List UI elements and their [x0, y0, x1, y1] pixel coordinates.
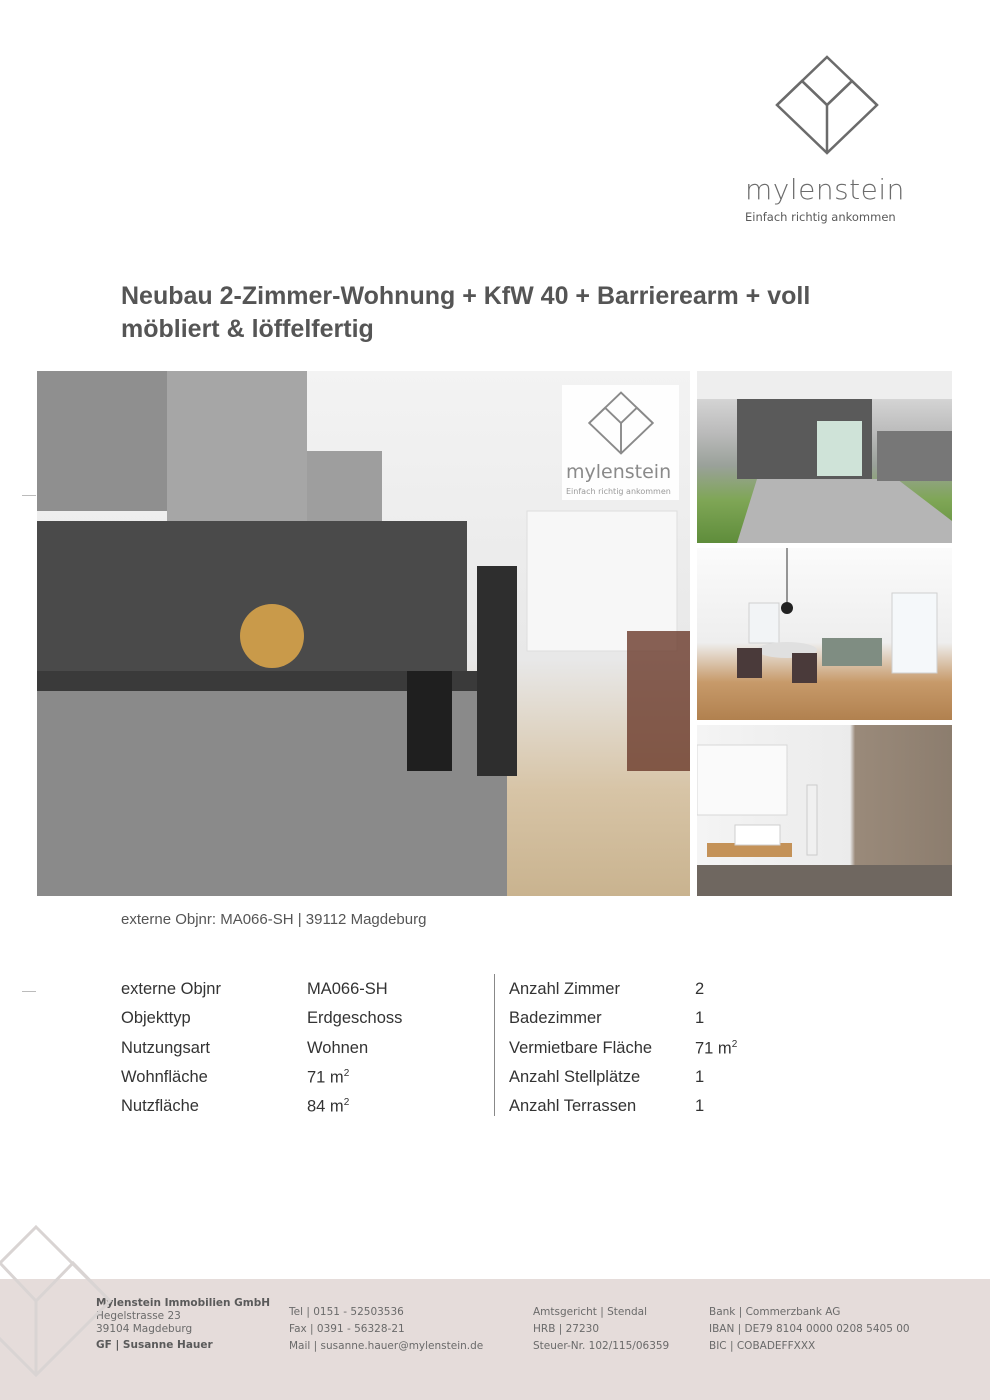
detail-value: 1	[695, 1009, 705, 1027]
detail-value: 2	[695, 980, 705, 998]
listing-title: Neubau 2-Zimmer-Wohnung + KfW 40 + Barrierearm + voll möbliert & löffelfertig	[121, 282, 811, 343]
detail-value	[695, 1039, 737, 1059]
detail-value: 1	[695, 1068, 705, 1086]
detail-value	[307, 1068, 349, 1088]
detail-label: Badezimmer	[509, 1009, 602, 1027]
detail-value: Erdgeschoss	[307, 1009, 403, 1027]
page-footer	[0, 1279, 990, 1400]
detail-value	[307, 1097, 349, 1117]
diamond-logo-icon	[775, 55, 879, 155]
detail-label: Wohnfläche	[121, 1068, 208, 1086]
unit-superscript: 2	[343, 1097, 350, 1108]
detail-value: Wohnen	[307, 1039, 369, 1057]
detail-label: Vermietbare Fläche	[509, 1039, 653, 1057]
detail-value: MA066-SH	[307, 980, 388, 998]
logo-brand: mylenstein	[745, 173, 905, 206]
footer-tax: Steuer-Nr. 102/115/06359	[533, 1340, 670, 1352]
detail-value-text: 71 m	[695, 1039, 732, 1058]
footer-bank: Bank | Commerzbank AG	[709, 1306, 841, 1318]
bathroom-photo	[697, 725, 952, 896]
living-room-photo	[697, 548, 952, 720]
watermark-brand: mylenstein	[566, 461, 672, 483]
footer-company: Mylenstein Immobilien GmbH	[96, 1297, 271, 1309]
unit-superscript: 2	[343, 1068, 350, 1079]
detail-value: 1	[695, 1097, 705, 1115]
detail-label: Objekttyp	[121, 1009, 191, 1027]
detail-label: Nutzfläche	[121, 1097, 199, 1115]
detail-label: Anzahl Zimmer	[509, 980, 620, 998]
footer-diamond-icon	[0, 1225, 120, 1385]
footer-fax: Fax | 0391 - 56328-21	[289, 1323, 405, 1335]
footer-gf: GF | Susanne Hauer	[96, 1339, 213, 1351]
column-divider	[494, 974, 495, 1116]
unit-superscript: 2	[731, 1039, 738, 1050]
logo-tagline: Einfach richtig ankommen	[745, 210, 896, 224]
watermark-logo	[562, 385, 679, 500]
footer-city: 39104 Magdeburg	[96, 1323, 193, 1335]
diamond-watermark-icon	[588, 391, 654, 455]
detail-label: Nutzungsart	[121, 1039, 210, 1057]
watermark-tagline: Einfach richtig ankommen	[566, 487, 671, 496]
footer-mail[interactable]: Mail | susanne.hauer@mylenstein.de	[289, 1340, 484, 1352]
footer-tel: Tel | 0151 - 52503536	[289, 1306, 404, 1318]
margin-mark	[22, 991, 36, 992]
footer-court: Amtsgericht | Stendal	[533, 1306, 648, 1318]
detail-value-text: 84 m	[307, 1097, 344, 1116]
footer-hrb: HRB | 27230	[533, 1323, 600, 1335]
footer-iban: IBAN | DE79 8104 0000 0208 5405 00	[709, 1323, 910, 1335]
company-logo	[735, 55, 920, 230]
object-caption: externe Objnr: MA066-SH | 39112 Magdeburg	[121, 911, 427, 928]
margin-mark	[22, 495, 36, 496]
footer-bic: BIC | COBADEFFXXX	[709, 1340, 816, 1352]
footer-street: Hegelstrasse 23	[96, 1310, 181, 1322]
terrace-photo	[697, 371, 952, 543]
detail-value-text: 71 m	[307, 1068, 344, 1087]
detail-label: Anzahl Terrassen	[509, 1097, 637, 1115]
detail-label: externe Objnr	[121, 980, 221, 998]
detail-label: Anzahl Stellplätze	[509, 1068, 641, 1086]
